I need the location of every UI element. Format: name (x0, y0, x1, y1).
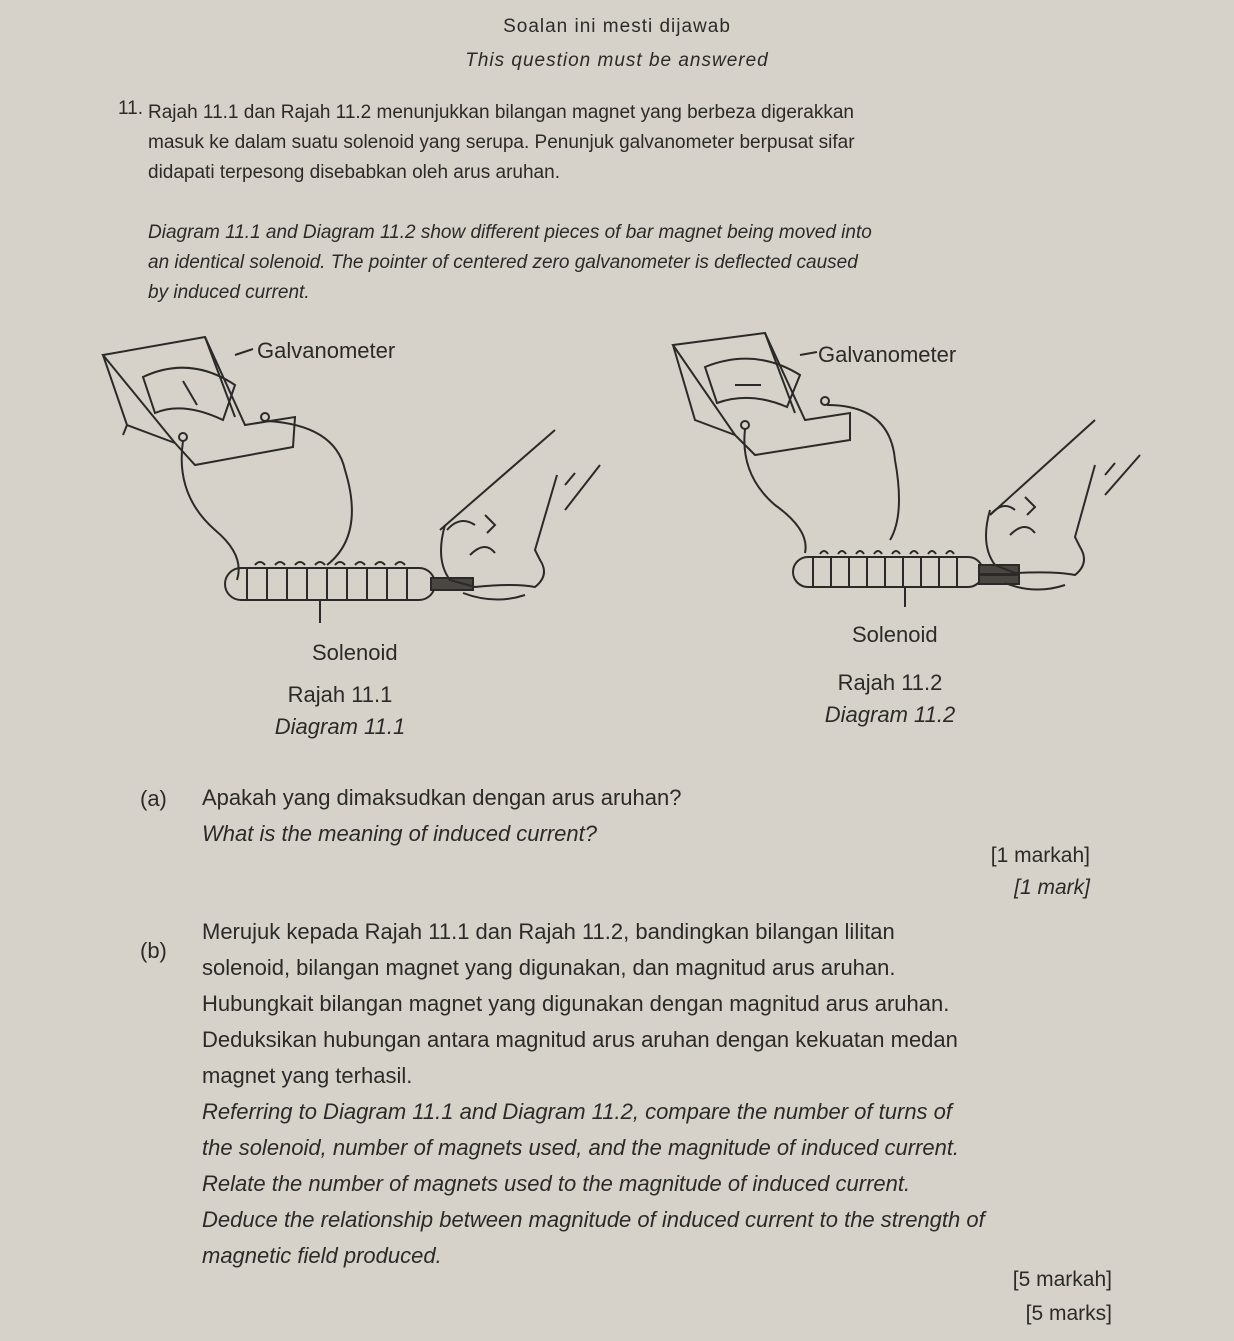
caption-ms-2: Rajah 11.2 (837, 670, 943, 695)
hand (441, 475, 557, 587)
caption-en-2: Diagram 11.2 (824, 702, 956, 727)
part-b-line-en: the solenoid, number of magnets used, and the magnitude of induced current. (202, 1135, 960, 1160)
part-b-line-ms: magnet yang terhasil. (202, 1063, 413, 1088)
part-a-marks-ms: [1 markah] (990, 844, 1090, 867)
part-a-question (202, 780, 1102, 852)
part-a-marks-en: [1 mark] (1014, 876, 1090, 899)
question-intro-en (148, 218, 1078, 308)
part-a-text-ms: Apakah yang dimaksudkan dengan arus aruhan? (202, 785, 682, 810)
part-b-question (202, 914, 1142, 1274)
solenoid-label-1: Solenoid (312, 640, 398, 665)
diagram-11-2-illustration (665, 325, 1145, 625)
part-b-line-en: magnetic field produced. (202, 1243, 442, 1268)
solenoid-coil (225, 568, 435, 600)
galvanometer-label-1: Galvanometer (257, 338, 396, 363)
bar-magnet (979, 575, 1019, 584)
intro-en-line: Diagram 11.1 and Diagram 11.2 show different pieces of bar magnet being moved into (148, 222, 872, 243)
intro-en-line: an identical solenoid. The pointer of centered zero galvanometer is deflected caused (148, 252, 858, 273)
question-intro-ms (148, 98, 1078, 188)
intro-en-line: by induced current. (148, 282, 310, 303)
part-b-marks-en: [5 marks] (1025, 1302, 1112, 1325)
galvanometer-dial (705, 359, 800, 407)
part-a-text-en: What is the meaning of induced current? (202, 821, 598, 846)
part-b-line-ms: solenoid, bilangan magnet yang digunakan, dan magnitud arus aruhan. (202, 955, 896, 980)
header-instruction-ms: Soalan ini mesti dijawab (503, 16, 731, 37)
diagram-11-1-illustration (95, 325, 615, 645)
part-b-line-ms: Merujuk kepada Rajah 11.1 dan Rajah 11.2, bandingkan bilangan lilitan (202, 919, 895, 944)
part-b-line-ms: Hubungkait bilangan magnet yang digunakan dengan magnitud arus aruhan. (202, 991, 950, 1016)
galvanometer-label-2: Galvanometer (818, 342, 957, 367)
galvanometer-dial (143, 368, 235, 420)
intro-ms-line: Rajah 11.1 dan Rajah 11.2 menunjukkan bilangan magnet yang berbeza digerakkan (148, 102, 854, 123)
header-instruction-en: This question must be answered (465, 50, 769, 71)
intro-ms-line: masuk ke dalam suatu solenoid yang serupa. Penunjuk galvanometer berpusat sifar (148, 132, 855, 153)
caption-ms-1: Rajah 11.1 (287, 682, 393, 707)
part-b-marks-ms: [5 markah] (1012, 1268, 1112, 1291)
question-number: 11. (118, 98, 144, 119)
part-a-label: (a) (140, 786, 167, 811)
hand (986, 465, 1095, 575)
part-b-line-en: Relate the number of magnets used to the magnitude of induced current. (202, 1171, 911, 1196)
part-b-line-ms: Deduksikan hubungan antara magnitud arus aruhan dengan kekuatan medan (202, 1027, 958, 1052)
part-b-line-en: Deduce the relationship between magnitude of induced current to the strength of (202, 1207, 985, 1232)
part-b-line-en: Referring to Diagram 11.1 and Diagram 11.2, compare the number of turns of (202, 1099, 953, 1124)
intro-ms-line: didapati terpesong disebabkan oleh arus aruhan. (148, 162, 560, 183)
part-b-label: (b) (140, 938, 167, 963)
solenoid-label-2: Solenoid (852, 622, 938, 647)
caption-en-1: Diagram 11.1 (274, 714, 406, 739)
wire (267, 421, 352, 565)
wire (827, 405, 899, 540)
solenoid-coil (793, 557, 983, 587)
